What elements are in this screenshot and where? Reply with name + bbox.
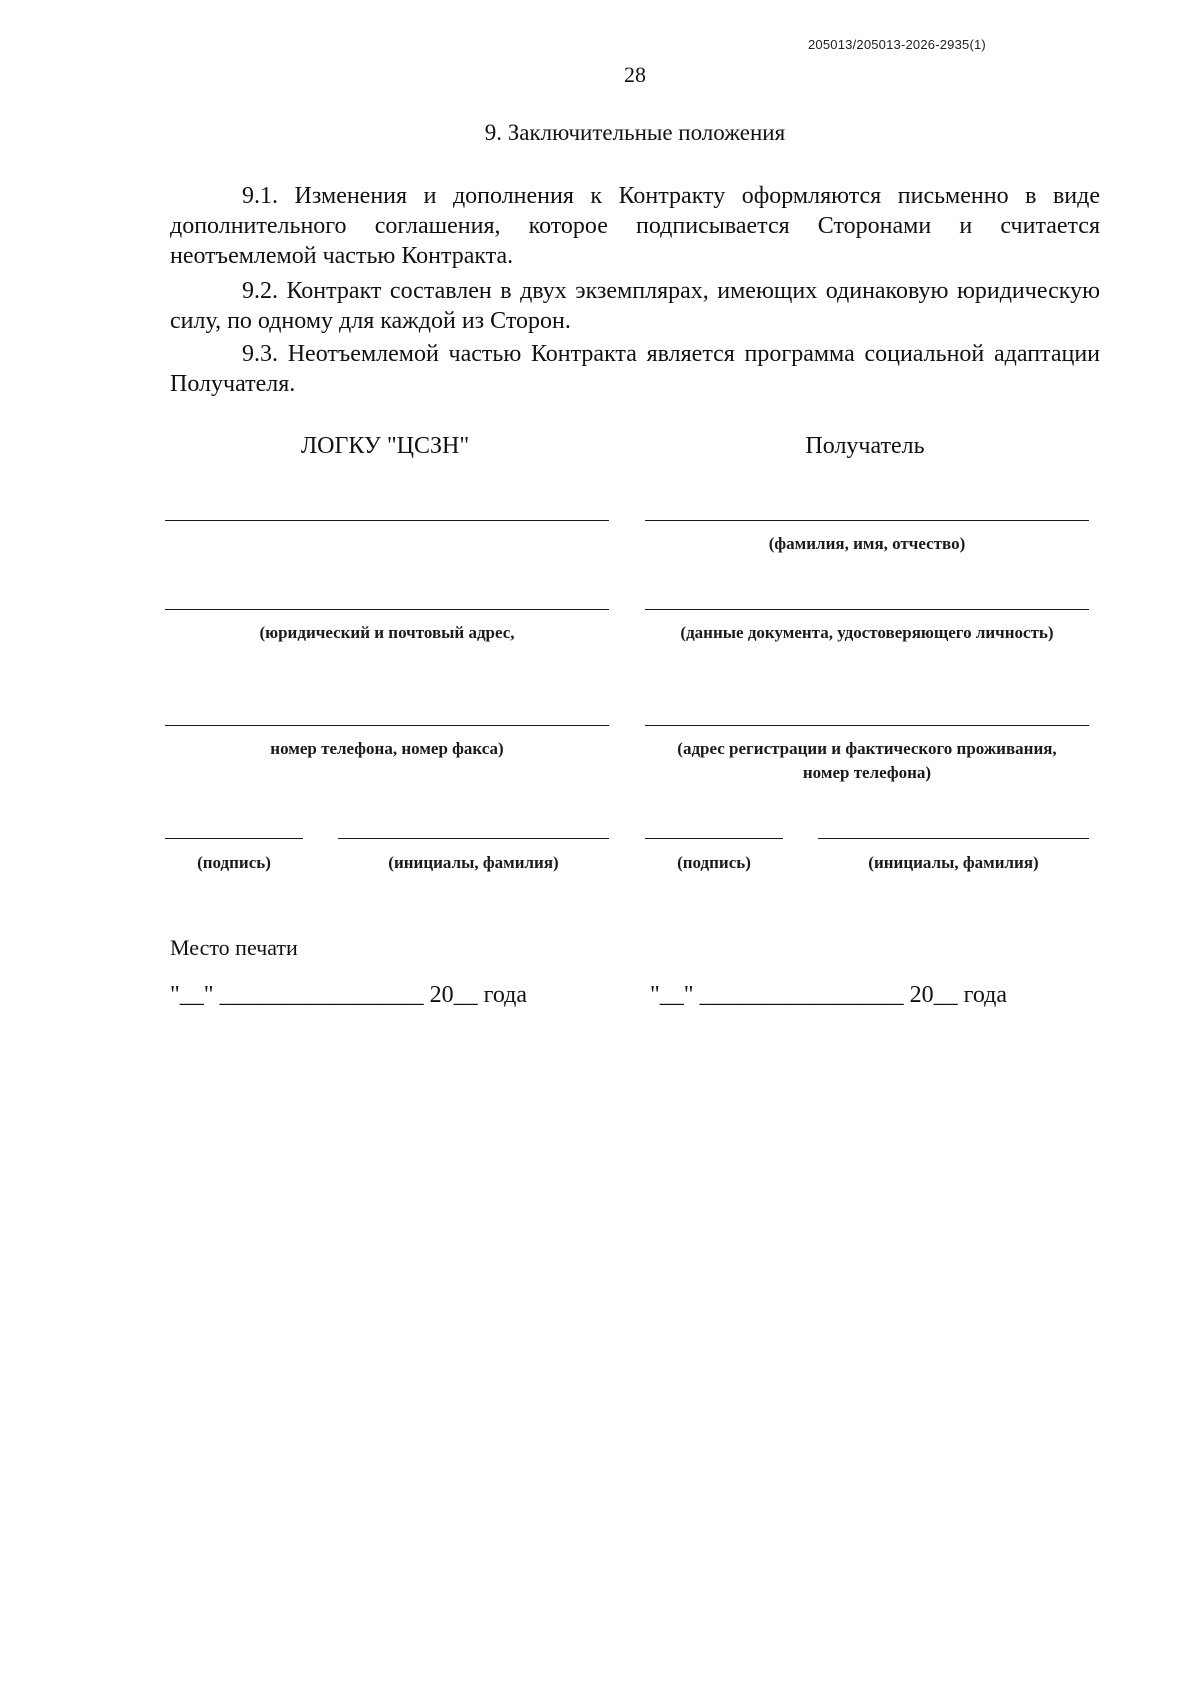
right-fio-caption: (фамилия, имя, отчество) xyxy=(768,534,966,553)
right-fio-line xyxy=(645,520,1089,521)
left-initials-line xyxy=(338,838,609,839)
left-name-line xyxy=(165,520,609,521)
right-id-doc-line xyxy=(645,609,1089,610)
right-initials-line xyxy=(818,838,1089,839)
right-signature-line xyxy=(645,838,783,839)
right-id-doc-caption: (данные документа, удостоверяющего личность) xyxy=(680,623,1054,642)
page-number: 28 xyxy=(624,62,646,87)
left-address-line xyxy=(165,609,609,610)
left-signature-line xyxy=(165,838,303,839)
paragraph-9-2 xyxy=(170,276,1100,336)
left-address-caption: (юридический и почтовый адрес, xyxy=(259,623,515,642)
paragraph-text: 9.3. Неотъемлемой частью Контракта является программа социальной адаптации Получателя. xyxy=(170,341,1100,397)
left-date-line: "__" _________________ 20__ года xyxy=(170,982,528,1008)
right-party-name: Получатель xyxy=(805,433,925,459)
right-signature-caption: (подпись) xyxy=(677,853,751,872)
right-address-line xyxy=(645,725,1089,726)
left-phone-line xyxy=(165,725,609,726)
paragraph-text: 9.2. Контракт составлен в двух экземплярах, имеющих одинаковую юридическую силу, по одному для каждой из Сторон. xyxy=(170,278,1100,334)
left-party-name: ЛОГКУ "ЦСЗН" xyxy=(300,433,470,459)
left-phone-caption: номер телефона, номер факса) xyxy=(270,739,504,758)
right-date-line: "__" _________________ 20__ года xyxy=(650,982,1008,1008)
left-signature-caption: (подпись) xyxy=(197,853,271,872)
paragraph-9-1 xyxy=(170,181,1100,271)
section-title: 9. Заключительные положения xyxy=(484,120,786,145)
left-initials-caption: (инициалы, фамилия) xyxy=(388,853,559,872)
right-address-caption: (адрес регистрации и фактического проживания, номер телефона) xyxy=(677,739,1057,782)
stamp-label: Место печати xyxy=(170,935,298,960)
right-initials-caption: (инициалы, фамилия) xyxy=(868,853,1039,872)
paragraph-text: 9.1. Изменения и дополнения к Контракту оформляются письменно в виде дополнительного соглашения, которое подписывается Сторонами и считается неотъемлемой частью Контракта. xyxy=(170,183,1100,269)
document-id: 205013/205013-2026-2935(1) xyxy=(808,37,986,52)
paragraph-9-3 xyxy=(170,339,1100,399)
